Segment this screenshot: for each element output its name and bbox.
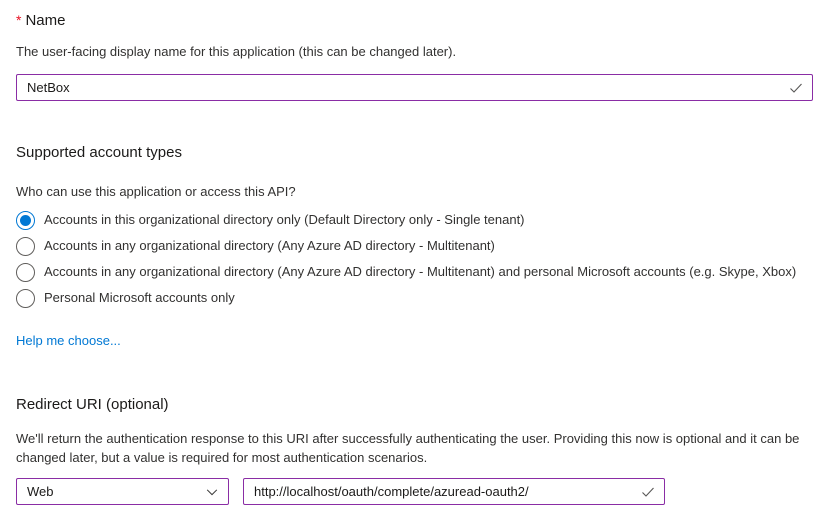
name-description: The user-facing display name for this application (this can be changed later). — [16, 44, 457, 59]
radio-option-label: Accounts in any organizational directory (Any Azure AD directory - Multitenant) and personal Microsoft accounts (e.g. Skype, Xbox) — [44, 264, 797, 279]
radio-option-single-tenant[interactable] — [16, 207, 813, 233]
radio-button[interactable] — [16, 289, 35, 308]
radio-option-label: Personal Microsoft accounts only — [44, 290, 235, 305]
radio-option-label: Accounts in any organizational directory (Any Azure AD directory - Multitenant) — [44, 238, 495, 253]
chevron-down-icon — [205, 485, 219, 499]
redirect-uri-description: We'll return the authentication response to this URI after successfully authenticating the user. Providing this now is optional and it can be changed later, but a value is required for most authentication scenarios. — [16, 431, 800, 465]
redirect-uri-title: Redirect URI (optional) — [16, 396, 169, 413]
name-input[interactable] — [17, 80, 788, 95]
help-link-wrapper — [16, 332, 813, 348]
help-me-choose-link[interactable]: Help me choose... — [16, 333, 121, 348]
radio-option-personal-only[interactable] — [16, 285, 813, 311]
redirect-uri-row — [16, 478, 813, 505]
radio-button[interactable] — [16, 211, 35, 230]
account-types-question: Who can use this application or access this API? — [16, 184, 296, 199]
platform-select[interactable] — [16, 478, 229, 505]
required-asterisk: * — [16, 12, 22, 28]
account-types-radio-group — [16, 207, 813, 311]
name-input-wrapper — [16, 74, 813, 101]
redirect-uri-input-wrapper — [243, 478, 665, 505]
radio-option-label: Accounts in this organizational directory only (Default Directory only - Single tenant) — [44, 212, 525, 227]
valid-check-icon — [640, 484, 656, 500]
account-types-title: Supported account types — [16, 144, 182, 161]
redirect-uri-input[interactable] — [244, 484, 640, 499]
radio-option-multitenant-personal[interactable] — [16, 259, 813, 285]
radio-option-multitenant[interactable] — [16, 233, 813, 259]
valid-check-icon — [788, 80, 804, 96]
radio-button[interactable] — [16, 237, 35, 256]
platform-select-value: Web — [27, 484, 54, 499]
radio-button[interactable] — [16, 263, 35, 282]
name-section-title — [16, 0, 813, 30]
name-section-title-text: Name — [25, 12, 66, 29]
